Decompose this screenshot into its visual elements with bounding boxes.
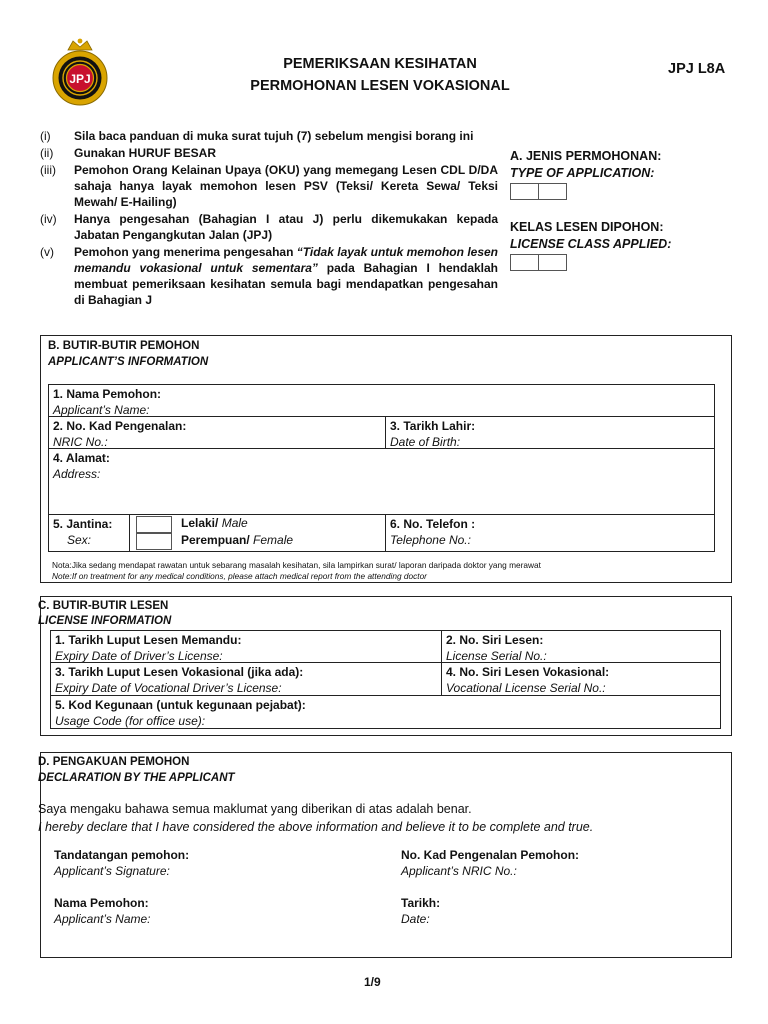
address-field[interactable]: 4. Alamat: Address: [48, 448, 715, 515]
page-title-line1: PEMERIKSAAN KESIHATAN [283, 56, 477, 72]
instruction-5: (v) Pemohon yang menerima pengesahan “Tidak layak untuk memohon lesen memandu vokasional untuk sementara” pada Bahagian I hendaklah membuat pemeriksaan kesihatan semula bagi mendapatkan pengesahan di Bahagian J [40, 245, 499, 307]
section-c-title: C. BUTIR-BUTIR LESEN [38, 600, 169, 612]
dob-field[interactable]: 3. Tarikh Lahir: Date of Birth: [385, 416, 715, 449]
section-d-subtitle: DECLARATION BY THE APPLICANT [38, 772, 235, 784]
section-b-title: B. BUTIR-BUTIR PEMOHON [48, 340, 200, 352]
applicant-name-declaration-field[interactable]: Nama Pemohon: Applicant’s Name: [54, 896, 151, 926]
page-number: 1/9 [364, 975, 381, 989]
application-type-subtitle: TYPE OF APPLICATION: [510, 166, 655, 180]
section-c-subtitle: LICENSE INFORMATION [38, 615, 172, 627]
license-class-box-2[interactable] [538, 254, 567, 271]
section-d-title: D. PENGAKUAN PEMOHON [38, 756, 190, 768]
declaration-statement-en: I hereby declare that I have considered the above information and believe it to be complete and true. [38, 820, 594, 834]
jpj-logo [44, 36, 116, 108]
medical-note-en: Note:If on treatment for any medical conditions, please attach medical report from the attending doctor [52, 571, 427, 581]
license-class-box-1[interactable] [510, 254, 539, 271]
medical-note-my: Nota:Jika sedang mendapat rawatan untuk sebarang masalah kesihatan, sila lampirkan surat/ laporan daripada doktor yang merawat [52, 560, 541, 570]
applicant-signature-field[interactable]: Tandatangan pemohon: Applicant’s Signature: [54, 848, 190, 878]
declaration-date-field[interactable]: Tarikh: Date: [401, 896, 441, 926]
application-type-box-2[interactable] [538, 183, 567, 200]
female-option-label: Perempuan/ Female [181, 533, 294, 547]
application-type-box-1[interactable] [510, 183, 539, 200]
female-checkbox[interactable] [136, 533, 172, 550]
application-type-title: A. JENIS PERMOHONAN: [510, 149, 662, 163]
male-checkbox[interactable] [136, 516, 172, 533]
applicant-nric-field[interactable]: No. Kad Pengenalan Pemohon: Applicant’s NRIC No.: [401, 848, 580, 878]
license-serial-field[interactable]: 2. No. Siri Lesen: License Serial No.: [441, 630, 721, 663]
license-expiry-field[interactable]: 1. Tarikh Luput Lesen Memandu: Expiry Date of Driver’s License: [50, 630, 442, 663]
declaration-statement-my: Saya mengaku bahawa semua maklumat yang diberikan di atas adalah benar. [38, 802, 472, 816]
section-b-subtitle: APPLICANT’S INFORMATION [48, 356, 209, 368]
instruction-4: (iv) Hanya pengesahan (Bahagian I atau J) perlu dikemukakan kepada Jabatan Pengangkutan Jalan (JPJ) [40, 212, 498, 242]
logo-text: JPJ [69, 72, 91, 86]
male-option-label: Lelaki/ Male [181, 516, 248, 530]
instruction-3: (iii) Pemohon Orang Kelainan Upaya (OKU) yang memegang Lesen CDL D/DA sahaja hanya layak memohon lesen PSV (Teksi/ Kereta Sewa/ Teksi Mewah/ E-Hailing) [40, 163, 498, 209]
license-class-title: KELAS LESEN DIPOHON: [510, 220, 664, 234]
sex-label-cell: 5. Jantina: Sex: [48, 514, 130, 552]
instruction-1: (i) Sila baca panduan di muka surat tujuh (7) sebelum mengisi borang ini [40, 129, 474, 143]
applicant-name-field[interactable]: 1. Nama Pemohon: Applicant’s Name: [48, 384, 715, 417]
instruction-2: (ii) Gunakan HURUF BESAR [40, 146, 217, 160]
vocational-expiry-field[interactable]: 3. Tarikh Luput Lesen Vokasional (jika ada): Expiry Date of Vocational Driver’s License: [50, 662, 442, 696]
form-code: JPJ L8A [668, 61, 726, 77]
vocational-serial-field[interactable]: 4. No. Siri Lesen Vokasional: Vocational License Serial No.: [441, 662, 721, 696]
nric-field[interactable]: 2. No. Kad Pengenalan: NRIC No.: [48, 416, 386, 449]
usage-code-field[interactable]: 5. Kod Kegunaan (untuk kegunaan pejabat): Usage Code (for office use): [50, 695, 721, 729]
license-class-subtitle: LICENSE CLASS APPLIED: [510, 237, 672, 251]
page-title-line2: PERMOHONAN LESEN VOKASIONAL [250, 78, 510, 94]
phone-field[interactable]: 6. No. Telefon : Telephone No.: [385, 514, 715, 552]
